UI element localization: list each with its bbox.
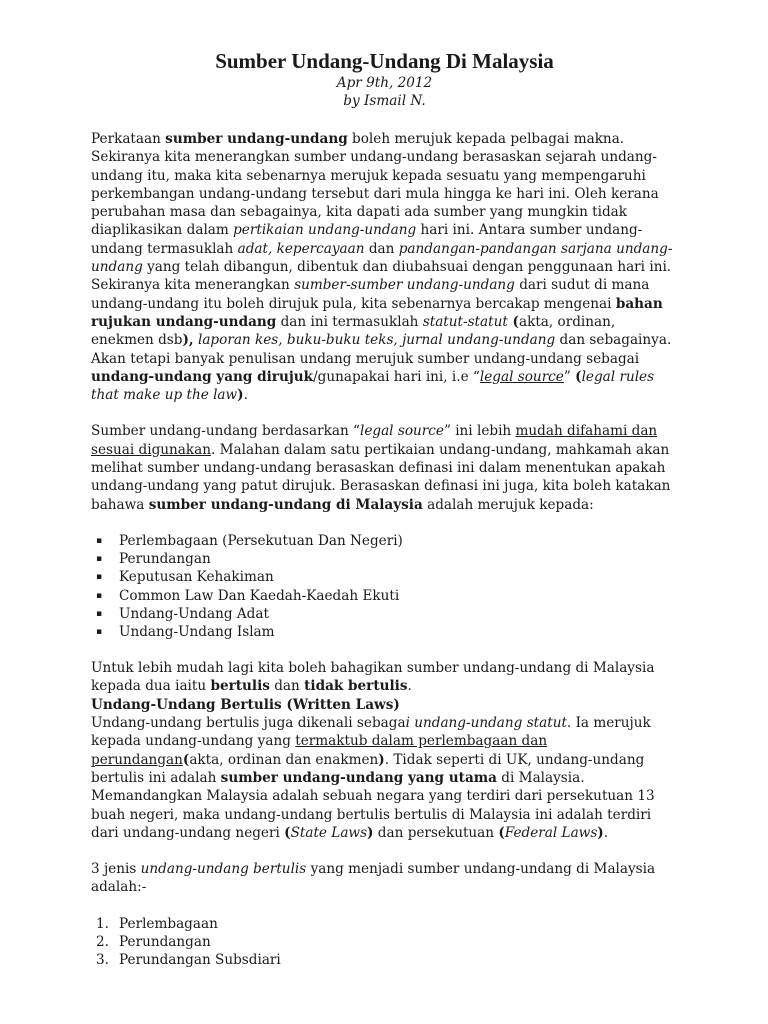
- text-run: 3 jenis: [91, 861, 141, 878]
- text-run: Perkataan: [91, 131, 166, 147]
- bullet-icon: ▪: [96, 535, 103, 546]
- text-run: dan ini termasuklah: [276, 313, 423, 330]
- text-run: .: [603, 824, 609, 841]
- italic-term: State Laws: [290, 824, 368, 841]
- text-run: hari ini. Antara sumber undang-undang termasuklah: [91, 222, 643, 257]
- publish-date: Apr 9th, 2012: [336, 75, 433, 91]
- list-item: [91, 568, 678, 586]
- italic-term: pertikaian undang-undang: [233, 222, 417, 239]
- list-item: [91, 550, 678, 568]
- bullet-icon: ▪: [96, 572, 103, 583]
- italic-term: laporan kes, buku-buku teks, jurnal undang-undang: [193, 332, 556, 349]
- bold-paren: (: [575, 368, 582, 385]
- section-heading: Undang-Undang Bertulis (Written Laws): [91, 696, 400, 713]
- text-run: dari sudut di mana undang-undang itu boleh dirujuk pula, kita sebenarnya bercakap mengenai: [91, 277, 650, 312]
- italic-term: legal source: [359, 423, 444, 440]
- bold-paren: ),: [182, 332, 194, 349]
- bold-term: undang-undang yang dirujuk: [91, 368, 314, 385]
- text-run: .: [407, 678, 412, 695]
- list-item-text: Perundangan: [119, 933, 211, 950]
- bullet-icon: ▪: [96, 590, 103, 601]
- underlined-phrase: mudah difahami dan sesuai digunakan: [91, 423, 658, 458]
- list-number: 1.: [96, 915, 109, 932]
- text-run: adalah merujuk kepada:: [422, 496, 594, 513]
- division-paragraph: [91, 659, 678, 696]
- text-run: di Malaysia. Memandangkan Malaysia adalah sebuah negara yang terdiri dari persekutuan 13 buah negeri, maka undang-undang bertulis bertulis di Malaysia ini adalah terdiri dari undang-undang negeri: [91, 769, 655, 841]
- list-item-text: Perlembagaan (Persekutuan Dan Negeri): [119, 532, 403, 549]
- legal-source-paragraph: [91, 422, 678, 513]
- list-item-text: Perundangan Subsdiari: [119, 952, 281, 969]
- list-number: 2.: [96, 933, 109, 950]
- italic-term: pandangan-pandangan sarjana undang-undang: [91, 240, 673, 276]
- bold-term: bahan rujukan undang-undang: [91, 295, 663, 330]
- text-run: .: [243, 387, 248, 404]
- text-run: yang menjadi sumber undang-undang di Malaysia adalah:-: [91, 861, 656, 896]
- list-item: [91, 933, 678, 951]
- bold-term: tidak bertulis: [304, 678, 408, 695]
- italic-term: undang-undang bertulis: [140, 861, 307, 878]
- list-item-text: Common Law Dan Kaedah-Kaedah Ekuti: [119, 587, 400, 604]
- types-intro-paragraph: [91, 860, 678, 897]
- list-item-text: Undang-Undang Islam: [119, 623, 275, 640]
- text-run: dan: [364, 240, 399, 257]
- italic-term: Federal Laws: [504, 824, 598, 841]
- bold-paren: (: [182, 751, 190, 768]
- bold-paren: (: [498, 824, 505, 841]
- text-run: ”: [563, 368, 576, 385]
- bold-term: bertulis: [210, 678, 270, 695]
- bullet-icon: ▪: [96, 554, 103, 565]
- list-item: [91, 605, 678, 623]
- list-item-text: Undang-Undang Adat: [119, 605, 269, 622]
- intro-paragraph: [91, 130, 678, 404]
- list-item: [91, 915, 678, 933]
- italic-term: adat, kepercayaan: [237, 240, 365, 257]
- text-run: dan sebagainya. Akan tetapi banyak penulisan undang merujuk sumber undang-undang sebagai: [91, 332, 672, 367]
- text-run: . Malahan dalam satu pertikaian undang-undang, mahkamah akan melihat sumber undang-undang berasaskan definasi ini dalam menentukan apakah undang-undang yang patut dirujuk. Berasaskan definasi ini juga, kita boleh katakan bahawa: [91, 441, 671, 513]
- text-run: . Tidak seperti di UK, undang-undang bertulis ini adalah: [91, 751, 645, 786]
- text-run: Sumber undang-undang berdasarkan “: [91, 423, 360, 440]
- bullet-icon: ▪: [96, 626, 103, 637]
- text-run: dan: [269, 678, 305, 695]
- bold-paren: ): [237, 387, 244, 404]
- underlined-phrase: termaktub dalam perlembagaan dan perundangan: [91, 733, 548, 768]
- list-item-text: Perlembagaan: [119, 915, 218, 932]
- bold-paren: (: [284, 824, 291, 841]
- list-item: [91, 623, 678, 641]
- page-title: Sumber Undang-Undang Di Malaysia: [215, 49, 554, 73]
- text-run: dan persekutuan: [373, 824, 499, 841]
- italic-term: sumber-sumber undang-undang: [294, 277, 515, 294]
- text-run: Undang-undang bertulis juga dikenali sebaga: [91, 715, 406, 732]
- bullet-icon: ▪: [96, 608, 103, 619]
- written-laws-paragraph: [91, 714, 678, 842]
- list-item: [91, 532, 678, 550]
- bold-paren: (: [507, 313, 519, 330]
- bold-paren: ): [367, 824, 374, 841]
- written-law-types-list: [91, 915, 678, 970]
- italic-term: statut-statut: [422, 313, 508, 330]
- bold-paren: ): [378, 751, 385, 768]
- text-run: ” ini lebih: [443, 423, 516, 440]
- list-number: 3.: [96, 952, 109, 969]
- list-item: [91, 587, 678, 605]
- text-run: /gunapakai hari ini, i.e “: [313, 368, 480, 385]
- author-byline: by Ismail N.: [343, 93, 426, 109]
- bold-term: sumber undang-undang yang utama: [220, 769, 497, 786]
- italic-term: legal rules that make up the law: [91, 368, 655, 404]
- italic-term: i undang-undang statut: [405, 715, 567, 732]
- legal-source-term: legal source: [479, 368, 564, 385]
- text-run: . Ia merujuk kepada undang-undang yang: [91, 715, 651, 750]
- bold-paren: ): [597, 824, 604, 841]
- text-run: boleh merujuk kepada pelbagai makna. Sekiranya kita menerangkan sumber undang-undang berasaskan sejarah undang-undang itu, maka kita sebenarnya merujuk kepada sesuatu yang mempengaruhi perkembangan undang-undang tersebut dari mula hingga ke hari ini. Oleh kerana perubahan masa dan sebagainya, kita dapati ada sumber yang mungkin tidak diaplikasikan dalam: [91, 131, 659, 239]
- bold-term: sumber undang-undang di Malaysia: [148, 496, 423, 513]
- text-run: akta, ordinan dan enakmen: [189, 751, 379, 768]
- text-run: Untuk lebih mudah lagi kita boleh bahagikan sumber undang-undang di Malaysia kepada dua iaitu: [91, 660, 655, 695]
- list-item-text: Perundangan: [119, 551, 211, 568]
- text-run: yang telah dibangun, dibentuk dan diubahsuai dengan penggunaan hari ini. Sekiranya kita menerangkan: [91, 259, 672, 294]
- list-item-text: Keputusan Kehakiman: [119, 569, 274, 586]
- sources-bullet-list: [91, 532, 678, 641]
- list-item: [91, 951, 678, 969]
- bold-term: sumber undang-undang: [165, 131, 348, 147]
- text-run: akta, ordinan, enekmen dsb: [91, 313, 616, 349]
